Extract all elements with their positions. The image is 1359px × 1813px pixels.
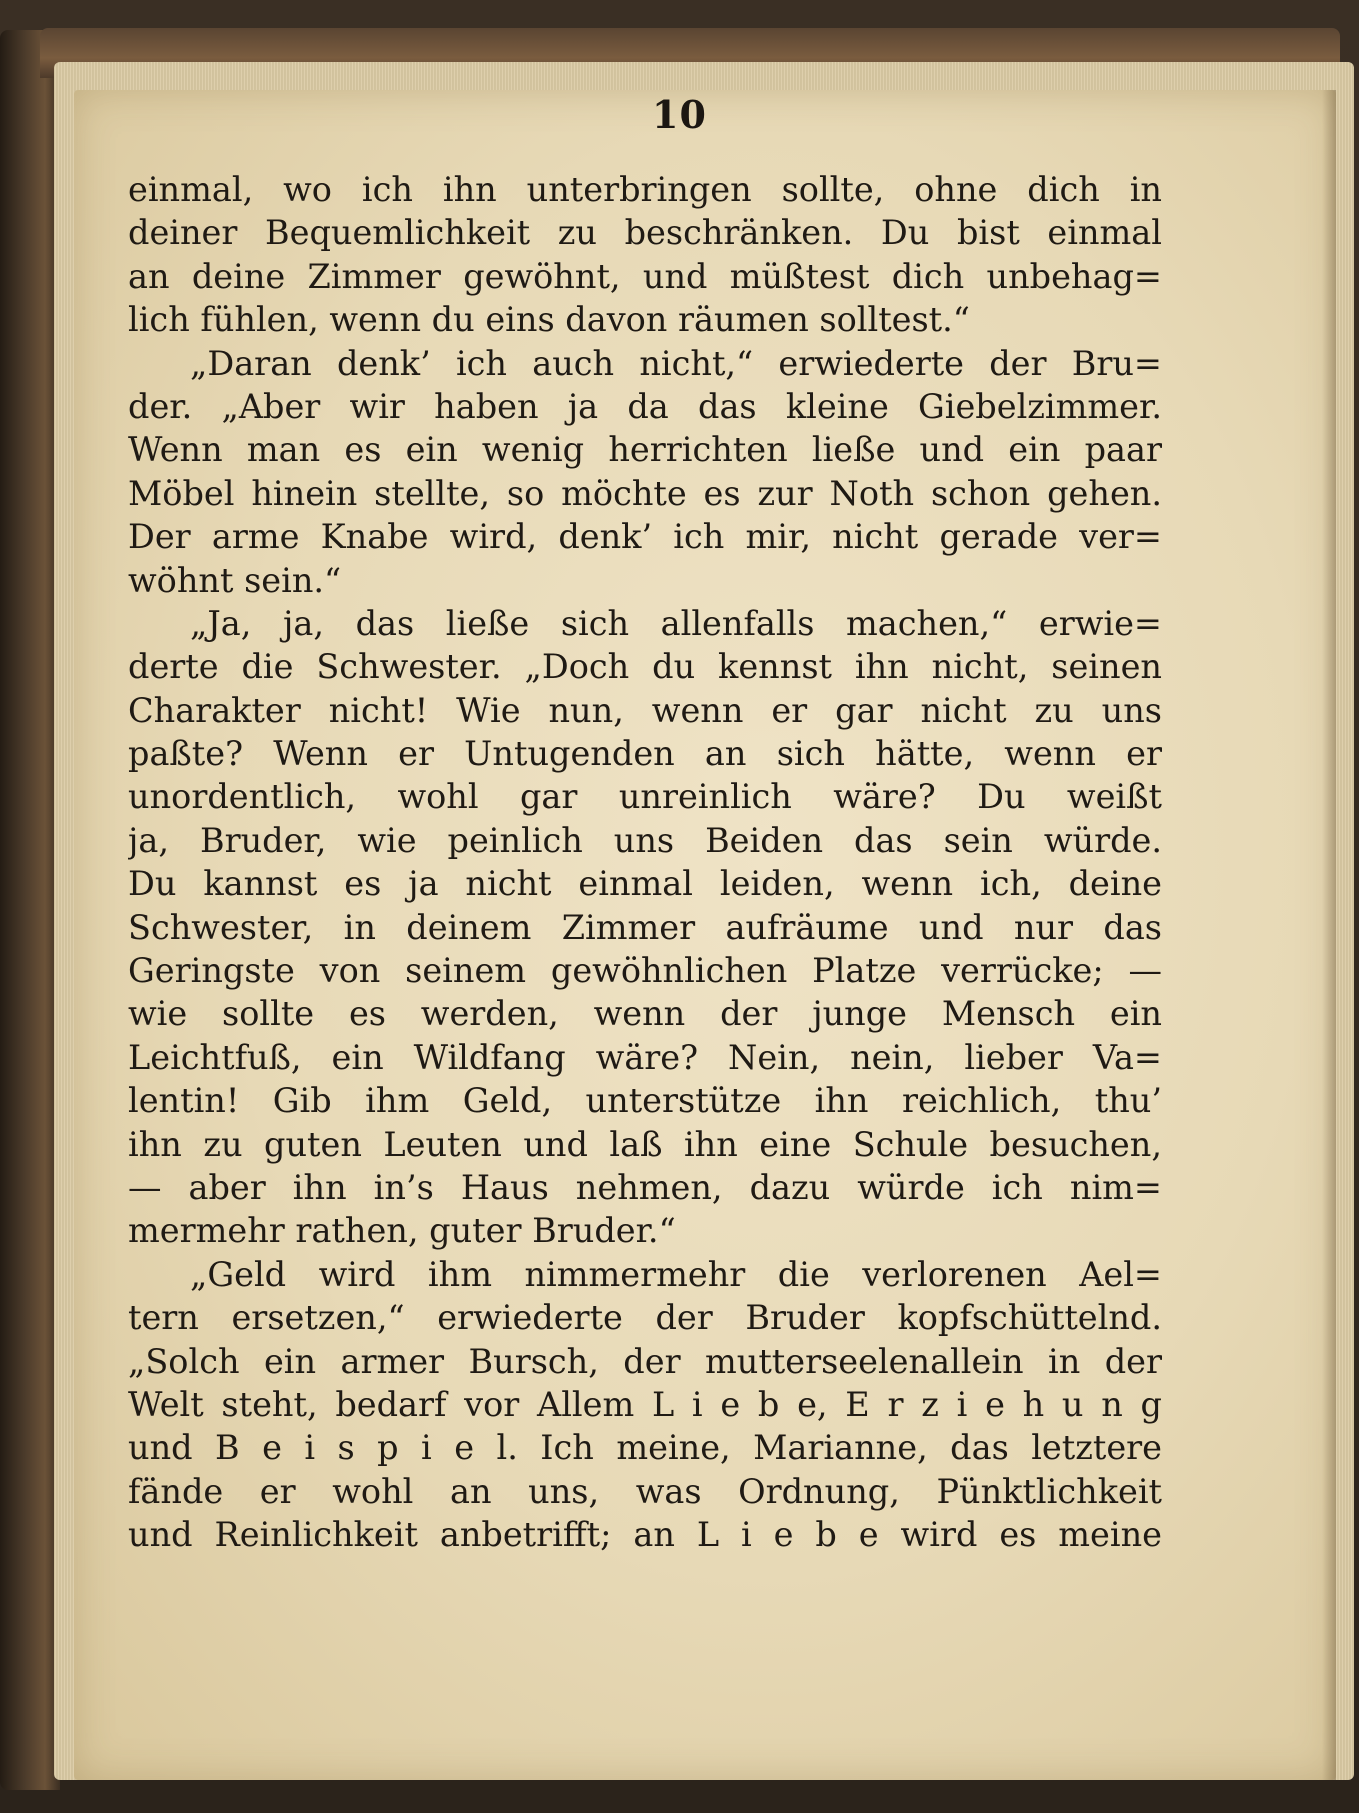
text-line: unordentlich, wohl gar unreinlich wäre? Du weißt xyxy=(128,777,1162,817)
text-line: wöhnt sein.“ xyxy=(128,560,342,600)
text-line: einmal, wo ich ihn unterbringen sollte, ohne dich in xyxy=(128,170,1162,209)
text-line: — aber ihn in’s Haus nehmen, dazu würde ich nim= xyxy=(128,1167,1162,1207)
text-line: deiner Bequemlichkeit zu beschränken. Du bist einmal xyxy=(128,213,1162,253)
text-line: mermehr rathen, guter Bruder.“ xyxy=(128,1211,676,1251)
book-spine xyxy=(0,30,60,1790)
text-line: Du kannst es ja nicht einmal leiden, wenn ich, deine xyxy=(128,864,1162,904)
text-line: Geringste von seinem gewöhnlichen Platze verrücke; — xyxy=(128,951,1162,991)
text-line: „Daran denk’ ich auch nicht,“ erwiederte der Bru= xyxy=(190,343,1162,383)
text-line: der. „Aber wir haben ja da das kleine Giebelzimmer. xyxy=(128,386,1162,426)
text-line: lentin! Gib ihm Geld, unterstütze ihn reichlich, thu’ xyxy=(128,1081,1162,1121)
text-line: und Reinlichkeit anbetrifft; an L i e b e wird es meine xyxy=(128,1515,1162,1555)
text-line: an deine Zimmer gewöhnt, und müßtest dich unbehag= xyxy=(128,256,1162,296)
text-line: Der arme Knabe wird, denk’ ich mir, nicht gerade ver= xyxy=(128,517,1162,557)
text-line: Wenn man es ein wenig herrichten ließe und ein paar xyxy=(128,430,1162,470)
text-line: Leichtfuß, ein Wildfang wäre? Nein, nein, lieber Va= xyxy=(128,1037,1162,1077)
body-text xyxy=(128,168,1162,1557)
text-line: Schwester, in deinem Zimmer aufräume und nur das xyxy=(128,907,1162,947)
text-line: ja, Bruder, wie peinlich uns Beiden das sein würde. xyxy=(128,820,1162,860)
page-edge-shadow xyxy=(1322,90,1336,1780)
text-line: wie sollte es werden, wenn der junge Mensch ein xyxy=(128,994,1162,1034)
text-line: derte die Schwester. „Doch du kennst ihn nicht, seinen xyxy=(128,647,1162,687)
text-line: Welt steht, bedarf vor Allem L i e b e, E r z i e h u n g xyxy=(128,1384,1162,1424)
page-number: 10 xyxy=(652,92,707,137)
text-line: lich fühlen, wenn du eins davon räumen solltest.“ xyxy=(128,300,970,340)
text-line: und B e i s p i e l. Ich meine, Marianne, das letztere xyxy=(128,1428,1162,1468)
text-line: „Solch ein armer Bursch, der mutterseelenallein in der xyxy=(128,1341,1162,1381)
text-line: Möbel hinein stellte, so möchte es zur Noth schon gehen. xyxy=(128,473,1162,513)
text-line: ihn zu guten Leuten und laß ihn eine Schule besuchen, xyxy=(128,1124,1162,1164)
text-line: fände er wohl an uns, was Ordnung, Pünktlichkeit xyxy=(128,1471,1162,1511)
text-line: Charakter nicht! Wie nun, wenn er gar nicht zu uns xyxy=(128,690,1162,730)
text-line: „Ja, ja, das ließe sich allenfalls machen,“ erwie= xyxy=(190,603,1162,643)
text-line: „Geld wird ihm nimmermehr die verlorenen Ael= xyxy=(190,1254,1162,1294)
text-line: tern ersetzen,“ erwiederte der Bruder kopfschüttelnd. xyxy=(128,1298,1162,1338)
text-line: paßte? Wenn er Untugenden an sich hätte, wenn er xyxy=(128,734,1162,774)
